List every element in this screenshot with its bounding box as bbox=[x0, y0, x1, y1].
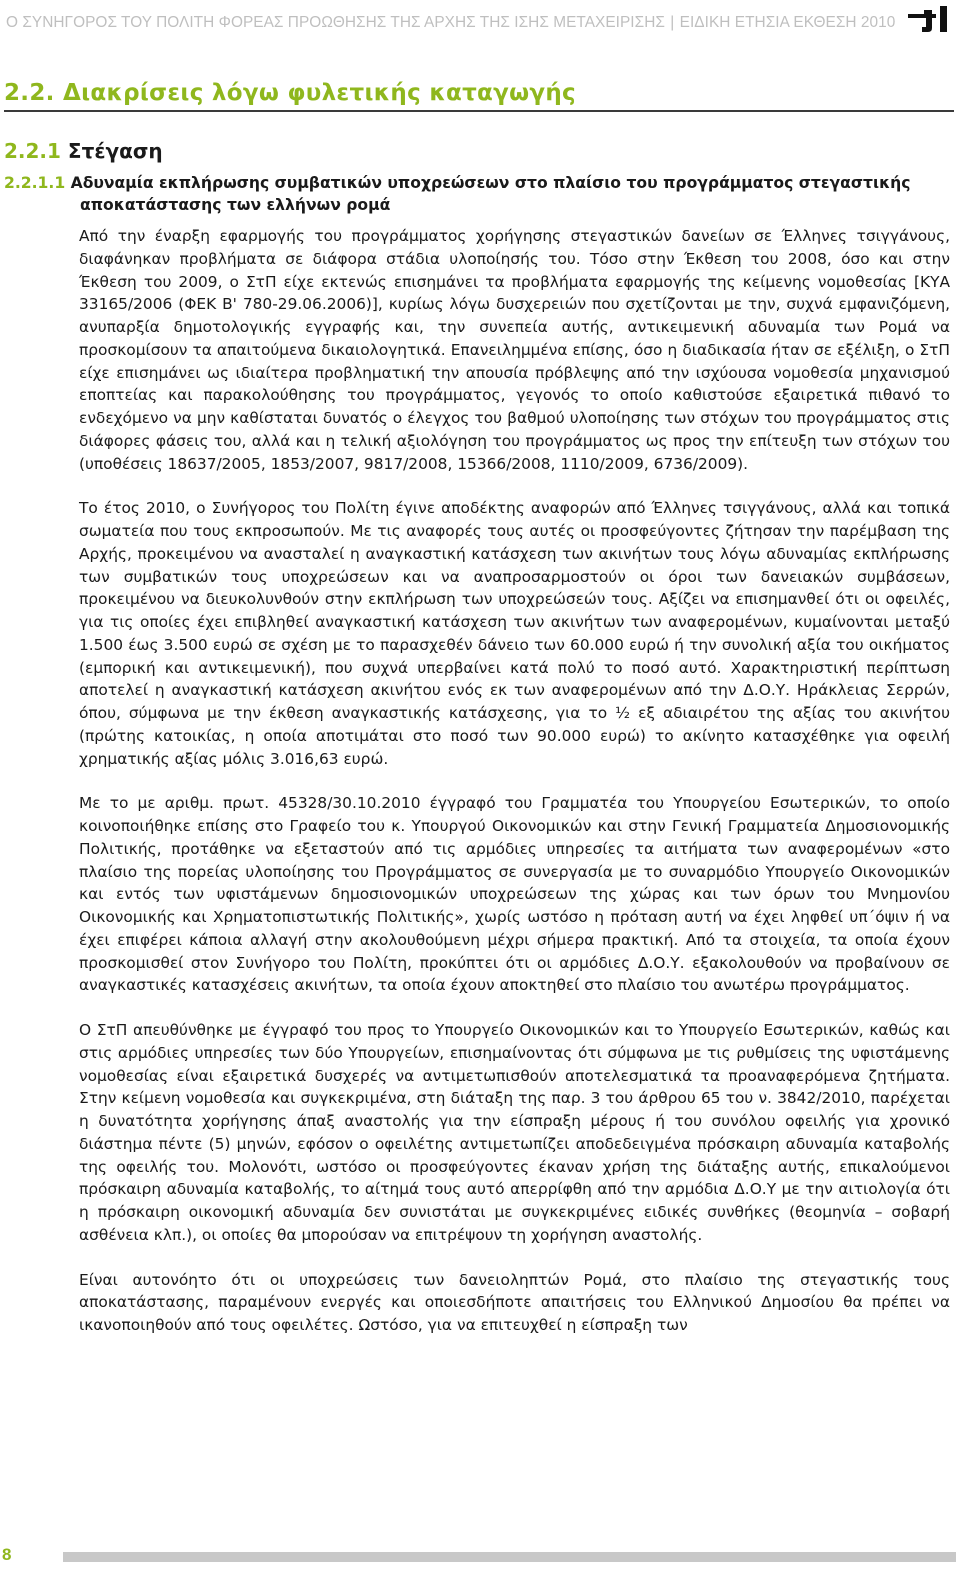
paragraph: Το έτος 2010, ο Συνήγορος του Πολίτη έγινε αποδέκτης αναφορών από Έλληνες τσιγγάνους, αλλά και τοπικά σωματεία που τους εκπροσωπούν. Με τις αναφορές τους αυτές οι προσφεύγοντες ζήτησαν την παρέμβαση της Αρχής, προκειμένου να ανασταλεί η αναγκαστική κατάσχεση των ακινήτων τους λόγω αδυναμίας εκπλήρωσης των συμβατικών τους υποχρεώσεων και να αναπροσαρμοστούν οι όροι των δανειακών συμβάσεων, προκειμένου να διευκολυνθούν στην εκπλήρωση των υποχρεώσεών τους. Αξίζει να επισημανθεί ότι οι οφειλές, για τις οποίες έχει επιβληθεί αναγκαστική κατάσχεση των ακινήτων των αναφερομένων, κυμαίνονται μεταξύ 1.500 έως 3.500 ευρώ σε σχέση με το παρασχεθέν δάνειο των 60.000 ευρώ ή την συνολική αξία του οικήματος (εμπορική και αντικειμενική), που συχνά υπερβαίνει κατά πολύ το ποσό αυτό. Χαρακτηριστική περίπτωση αποτελεί η αναγκαστική κατάσχεση ακινήτου ενός εκ των αναφερομένων από την Δ.Ο.Υ. Ηράκλειας Σερρών, όπου, σύμφωνα με την έκθεση αναγκαστικής κατάσχεσης, για το ½ εξ αδιαιρέτου της αξίας του ακινήτου (πρώτης κατοικίας, η οποία αποτιμάται στο ποσό των 90.000 ευρώ) το ακίνητο κατασχέθηκε για οφειλή χρηματικής αξίας μόλις 3.016,63 ευρώ. bbox=[79, 499, 950, 768]
running-header bbox=[6, 14, 896, 32]
title-divider bbox=[4, 110, 954, 112]
subsection-heading bbox=[4, 139, 163, 163]
paragraph: Με το με αριθμ. πρωτ. 45328/30.10.2010 έγγραφό του Γραμματέα του Υπουργείου Εσωτερικών, το οποίο κοινοποιήθηκε επίσης στο Γραφείο του κ. Υπουργού Οικονομικών και στην Γενική Γραμματεία Δημοσιονομικής Πολιτικής, προτάθηκε να εξεταστούν από τις αρμόδιες υπηρεσίες τα αιτήματα των αναφερομένων «στο πλαίσιο της πορείας υλοποίησης του Προγράμματος σε συνεργασία με το συναρμόδιο Υπουργείο Οικονομικών και εντός των υφιστάμενων δημοσιονομικών υποχρεώσεων της χώρας και των όρων του Μνημονίου Οικονομικής και Χρηματοπιστωτικής Πολιτικής», χωρίς ωστόσο η πρόταση αυτή να έχει ληφθεί υπ΄όψιν ή να έχει επιφέρει κάποια αλλαγή στην ακολουθούμενη μέχρι σήμερα πρακτική. Από τα στοιχεία, τα οποία έχουν προσκομισθεί στον Συνήγορο του Πολίτη, προκύπτει ότι οι αρμόδιες Δ.Ο.Υ. εξακολουθούν να προβαίνουν σε αναγκαστικές κατασχέσεις ακινήτων, τα οποία έχουν αποκτηθεί στο πλαίσιο του ανωτέρω προγράμματος. bbox=[79, 794, 950, 995]
subsubsection-heading bbox=[4, 172, 954, 216]
section-title: 2.2. Διακρίσεις λόγω φυλετικής καταγωγής bbox=[4, 80, 576, 106]
header-body: ΦΟΡΕΑΣ ΠΡΟΩΘΗΣΗΣ ΤΗΣ ΑΡΧΗΣ ΤΗΣ ΙΣΗΣ ΜΕΤΑΧΕΙΡΙΣΗΣ bbox=[218, 14, 665, 31]
header-report: ΕΙΔΙΚΗ ΕΤΗΣΙΑ ΕΚΘΕΣΗ 2010 bbox=[679, 14, 896, 31]
footer-bar bbox=[63, 1552, 956, 1562]
subsubsection-title-line2: αποκατάστασης των ελλήνων ρομά bbox=[80, 196, 391, 214]
paragraph: Είναι αυτονόητο ότι οι υποχρεώσεις των δανειοληπτών Ρομά, στο πλαίσιο της στεγαστικής τους αποκατάστασης, παραμένουν ενεργές και οποιεσδήποτε απαιτήσεις του Ελληνικού Δημοσίου θα πρέπει να ικανοποιηθούν από τους οφειλέτες. Ωστόσο, για να επιτευχθεί η είσπραξη των bbox=[79, 1270, 950, 1334]
ombudsman-logo-icon bbox=[906, 4, 950, 34]
subsection-number: 2.2.1 bbox=[4, 139, 61, 163]
header-org: Ο ΣΥΝΗΓΟΡΟΣ ΤΟΥ ΠΟΛΙΤΗ bbox=[6, 14, 215, 31]
body-text bbox=[79, 225, 950, 1359]
paragraph: Ο ΣτΠ απευθύνθηκε με έγγραφό του προς το Υπουργείο Οικονομικών και το Υπουργείο Εσωτερικών, καθώς και στις αρμόδιες υπηρεσίες των δύο Υπουργείων, επισημαίνοντας ότι σύμφωνα με τις ρυθμίσεις της υφιστάμενης νομοθεσίας είναι εξαιρετικά δυσχερές να αντιμετωπισθούν αποτελεσματικά τα προαναφερόμενα ζητήματα. Στην κείμενη νομοθεσία και συγκεκριμένα, στη διάταξη της παρ. 3 του άρθρου 65 του ν. 3842/2010, παρέχεται η δυνατότητα χορήγησης άπαξ αναστολής για την είσπραξη μέρους ή του συνόλου οφειλής για χρονικό διάστημα πέντε (5) μηνών, εφόσον ο οφειλέτης αντιμετωπίζει αποδεδειγμένα πρόσκαιρη αδυναμία καταβολής της οφειλής του. Μολονότι, ωστόσο οι προσφεύγοντες έκαναν χρήση της διάταξης αυτής, επικαλούμενοι πρόσκαιρη αδυναμία καταβολής, το αίτημά τους αυτό απερρίφθη από την αρμόδια Δ.Ο.Υ με την αιτιολογία ότι η πρόσκαιρη οικονομική αδυναμία δεν συνιστάται με συγκεκριμένες ειδικές συνθήκες (θεομηνία – σοβαρή ασθένεια κλπ.), οι οποίες θα μπορούσαν να επιτρέψουν τη χορήγηση αναστολής. bbox=[79, 1021, 950, 1244]
subsubsection-number: 2.2.1.1 bbox=[4, 174, 66, 192]
paragraph: Από την έναρξη εφαρμογής του προγράμματος χορήγησης στεγαστικών δανείων σε Έλληνες τσιγγάνους, διαφάνηκαν προβλήματα σε διάφορα στάδια υλοποίησής του. Τόσο στην Έκθεση του 2008, όσο και στην Έκθεση του 2009, ο ΣτΠ είχε εκτενώς επισημάνει τα προβλήματα εφαρμογής της κείμενης νομοθεσίας [ΚΥΑ 33165/2006 (ΦΕΚ Β' 780-29.06.2006)], κυρίως λόγω δυσχερειών που σχετίζονται με την, συχνά εμφανιζόμενη, ανυπαρξία δημοτολογικής εγγραφής και, την συνεπεία αυτής, αντικειμενική αδυναμία των Ρομά να προσκομίσουν τα απαιτούμενα δικαιολογητικά. Επανειλημμένα επίσης, όσο η διαδικασία ήταν σε εξέλιξη, ο ΣτΠ είχε επισημάνει ως ιδιαίτερα προβληματική την απουσία πρόβλεψης από την ισχύουσα νομοθεσία μηχανισμού εποπτείας και παρακολούθησης του προγράμματος, γεγονός το οποίο καθιστούσε εξαιρετικά πιθανό το ενδεχόμενο να μην καθίσταται δυνατός ο έλεγχος του βαθμού υλοποίησης των στόχων του προγράμματος στις διάφορες φάσεις του, αλλά και η τελική αξιολόγηση του προγράμματος ως προς την επίτευξη των στόχων του (υποθέσεις 18637/2005, 1853/2007, 9817/2008, 15366/2008, 1110/2009, 6736/2009). bbox=[79, 227, 950, 473]
header-separator: | bbox=[670, 14, 675, 31]
subsubsection-title-line1: Αδυναμία εκπλήρωσης συμβατικών υποχρεώσεων στο πλαίσιο του προγράμματος στεγαστικής bbox=[70, 174, 911, 192]
page-number: 8 bbox=[2, 1545, 12, 1564]
subsection-title: Στέγαση bbox=[67, 139, 163, 163]
